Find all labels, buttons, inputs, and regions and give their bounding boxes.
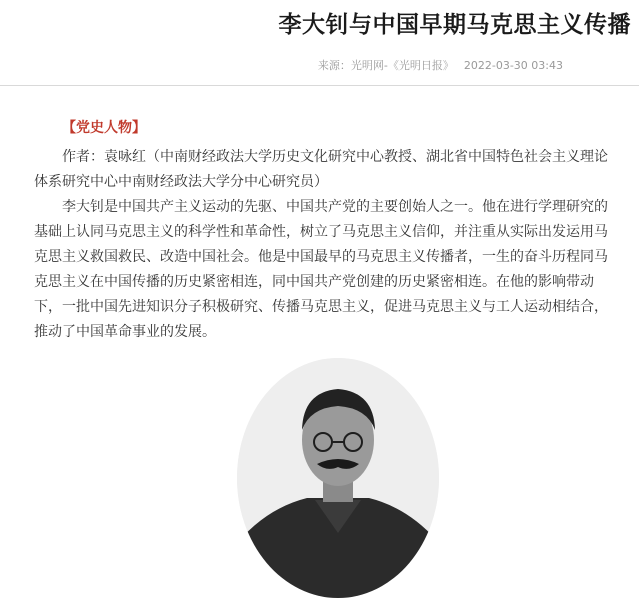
article-body [34,116,616,345]
article-meta [318,57,563,73]
portrait-image [237,358,439,598]
author-line: 作者：袁咏红（中南财经政法大学历史文化研究中心教授、湖北省中国特色社会主义理论体系研究中心中南财经政法大学分中心研究员） [34,149,608,190]
article-title: 李大钊与中国早期马克思主义传播 [278,12,631,38]
portrait-photo [237,358,439,598]
category-tag: 【党史人物】 [62,120,146,136]
source-label: 来源：光明网-《光明日报》 [317,59,454,72]
header-divider [0,85,639,86]
body-paragraph: 李大钊是中国共产主义运动的先驱、中国共产党的主要创始人之一。他在进行学理研究的基础上认同马克思主义的科学性和革命性，树立了马克思主义信仰，并注重从实际出发运用马克思主义救国救民、改造中国社会。他是中国最早的马克思主义传播者，一生的奋斗历程同马克思主义在中国传播的历史紧密相连，同中国共产党创建的历史紧密相连。在他的影响带动下，一批中国先进知识分子积极研究、传播马克思主义，促进马克思主义与工人运动相结合，推动了中国革命事业的发展。 [34,199,608,340]
publish-date: 2022-03-30 03:43 [463,59,563,72]
